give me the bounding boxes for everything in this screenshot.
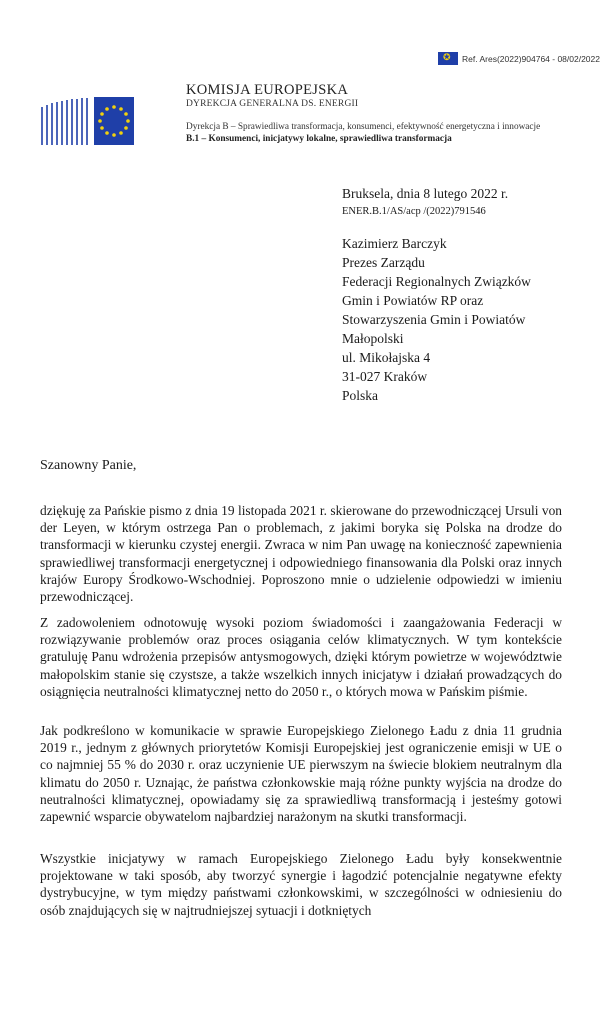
- letter-paragraph: [40, 722, 562, 825]
- letter-paragraph: [40, 850, 562, 919]
- place-date: Bruksela, dnia 8 lutego 2022 r.: [342, 186, 509, 201]
- paragraph-text: Jak podkreślono w komunikacie w sprawie Europejskiego Zielonego Ładu z dnia 11 grudnia 2019 r., jednym z głównych priorytetów Komisji Europejskiej jest ograniczenie emisji w UE o co najmniej 55 % do 2030 r. oraz uczynienie UE pierwszym na świecie blokiem neutralnym dla klimatu do 2050 r. Uznając, że państwa członkowskie mają różne punkty wyjścia na drodze do neutralności klimatycznej, opowiadamy się za sprawiedliwą transformacją i jesteśmy gotowi zapewnić wsparcie obywatelom najbardziej narażonym na skutki transformacji.: [40, 723, 562, 825]
- directorate-general-name: DYREKCJA GENERALNA DS. ENERGII: [186, 99, 359, 109]
- document-reference: ENER.B.1/AS/acp /(2022)791546: [342, 206, 486, 217]
- paragraph-text: dziękuję za Pańskie pismo z dnia 19 listopada 2021 r. skierowane do przewodniczącej Ursuli von der Leyen, w którym ostrzega Pan o problemach, z jakimi boryka się Polska na drodze do transformacji w kierunku czystej energii. Zwraca w nim Pan uwagę na konieczność zapewnienia sprawiedliwej transformacji energetycznej i odpowiedniego finansowania dla Polski oraz innych krajów Europy Środkowo-Wschodniej. Poproszono mnie o udzielenie odpowiedzi w imieniu przewodniczącej.: [40, 503, 562, 605]
- reference-stamp-text: Ref. Ares(2022)904764 - 08/02/2022: [462, 53, 600, 64]
- letter-paragraph: [40, 614, 562, 700]
- addressee-line: Małopolski: [342, 331, 404, 346]
- addressee-line: Stowarzyszenia Gmin i Powiatów: [342, 312, 526, 327]
- directorate-line: Dyrekcja B – Sprawiedliwa transformacja, konsumenci, efektywność energetyczna i innowacje: [186, 122, 541, 132]
- addressee-line: Prezes Zarządu: [342, 255, 425, 270]
- european-commission-logo: [38, 97, 178, 145]
- salutation: Szanowny Panie,: [40, 458, 137, 473]
- organization-name: KOMISJA EUROPEJSKA: [186, 82, 349, 98]
- paragraph-text: Wszystkie inicjatywy w ramach Europejskiego Zielonego Ładu były konsekwentnie projektowane w taki sposób, aby tworzyć synergie i łagodzić potencjalnie negatywne efekty dystrybucyjne, w tym między państwami członkowskimi, w szczególności w odniesieniu do osób znajdujących się w najtrudniejszej sytuacji i dotkniętych: [40, 851, 562, 918]
- unit-line: B.1 – Konsumenci, inicjatywy lokalne, sprawiedliwa transformacja: [186, 134, 452, 144]
- addressee-line: Polska: [342, 388, 379, 403]
- addressee-line: ul. Mikołajska 4: [342, 350, 431, 365]
- eu-flag-icon: ✪: [438, 52, 458, 65]
- addressee-line: Gmin i Powiatów RP oraz: [342, 293, 484, 308]
- addressee-block: [342, 234, 531, 405]
- reference-stamp: [438, 52, 600, 65]
- letter-paragraph: [40, 502, 562, 605]
- paragraph-text: Z zadowoleniem odnotowuję wysoki poziom świadomości i zaangażowania Federacji w rozwiązywanie problemów oraz proces osiągania celów klimatycznych. W tym kontekście gratuluję Panu wdrożenia przepisów antysmogowych, dzięki którym powietrze w województwie małopolskim stanie się czystsze, a także wszelkich innych inicjatyw i działań prowadzących do osiągnięcia neutralności klimatycznej netto do 2050 r., o których mowa w Pańskim piśmie.: [40, 615, 562, 699]
- addressee-line: Federacji Regionalnych Związków: [342, 274, 531, 289]
- addressee-line: Kazimierz Barczyk: [342, 236, 447, 251]
- addressee-line: 31-027 Kraków: [342, 369, 428, 384]
